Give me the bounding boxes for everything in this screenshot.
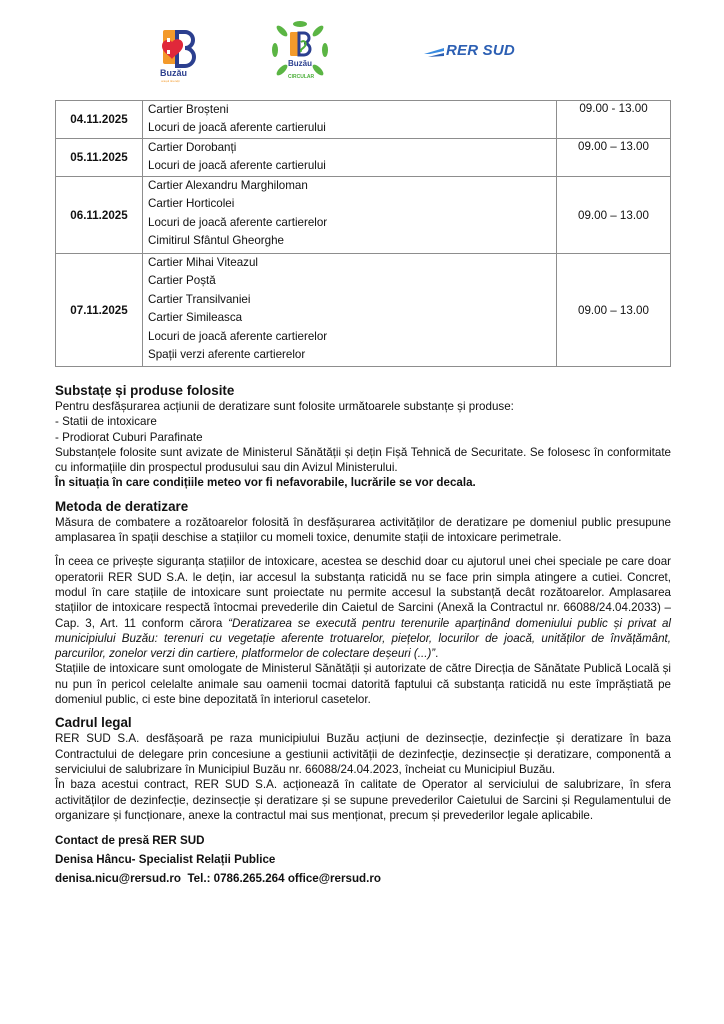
method-paragraph: Măsura de combatere a rozătoarelor folosită în desfășurarea activităților de deratizare pe domeniul public presupune amplasarea în spații deschise a stațiilor cu momeli toxice, denumite stații de intoxicare perimetrale. xyxy=(55,515,671,545)
places-cell xyxy=(143,254,557,367)
place-item: Locuri de joacă aferente cartierelor xyxy=(148,329,328,343)
place-item: Cartier Transilvaniei xyxy=(148,292,251,306)
places-cell xyxy=(143,177,557,254)
contact-phone: Tel.: 0786.265.264 xyxy=(187,871,285,885)
place-item: Cartier Mihai Viteazul xyxy=(148,256,258,269)
place-item: Cartier Horticolei xyxy=(148,197,235,211)
section-heading: Metoda de deratizare xyxy=(55,498,189,514)
legal-paragraph: În baza acestui contract, RER SUD S.A. acționează în calitate de Operator al serviciului de salubrizare, în sfera activităților de dezinfecție, dezinsecție și deratizare și se supune prevederilor Caietului de Sarcini și Regulamentului de organizare și funcționare, anexe la contractul mai sus menționat, precum și prevederilor legale aplicabile. xyxy=(55,778,671,822)
table-row xyxy=(56,139,671,177)
time-cell: 09.00 - 13.00 xyxy=(557,101,671,139)
method-text: În ceea ce privește siguranța stațiilor de intoxicare, acestea se deschid doar cu ajutorul unei chei speciale pe care doar operatorii RER SUD S.A. le dețin, iar accesul la substanța raticidă nu se face prin simpla atingere a cutiei. Concret, modul în care stațiile de intoxicare sunt proiectate nu permite accesul la substanță decât rozătoarelor. Amplasarea stațiilor de intoxicare respectă întocmai prevederile din Caietul de Sarcini (Anexă la Contractul nr. 66088/24.04.2033) – Cap. 3, Art. 11 conform cărora xyxy=(55,555,671,630)
contact-email-link[interactable]: denisa.nicu@rersud.ro xyxy=(55,871,181,885)
substances-approval: Substanțele folosite sunt avizate de Ministerul Sănătății și dețin Fișă Tehnică de Securitate. Se folosesc în conformitate cu informațiile din prospectul produsului sau din Avizul Ministerului. xyxy=(55,445,671,475)
weather-note: În situația în care condițiile meteo vor fi nefavorabile, lucrările se vor decala. xyxy=(55,476,476,490)
contact-line xyxy=(55,870,671,889)
place-item: Cimitirul Sfântul Gheorghe xyxy=(148,234,284,248)
method-paragraph: În ceea ce privește siguranța stațiilor de intoxicare, acestea se deschid doar cu ajutorul unei chei speciale pe care doar operatorii RER SUD S.A. le dețin, iar accesul la substanța raticidă nu se face prin simpla atingere a cutiei. Concret, modul în care stațiile de intoxicare sunt proiectate nu permite accesul la substanță decât rozătoarelor. Amplasarea stațiilor de intoxicare respectă întocmai prevederile din Caietul de Sarcini (Anexă la Contractul nr. 66088/24.04.2033) – Cap. 3, Art. 11 conform cărora “Deratizarea se execută pentru terenurile aparținând domeniului public și privat al municipiului Buzău: terenuri cu vegetație aferente trotuarelor, piețelor, locurilor de joacă, unităților de învățământ, parcurilor, zonelor verzi din cartiere, platformelor de colectare deșeuri (...)”. xyxy=(55,555,671,661)
time-cell: 09.00 – 13.00 xyxy=(557,139,671,177)
place-item: Locuri de joacă aferente cartierului xyxy=(148,121,326,135)
method-quote: “Deratizarea se execută pentru terenurile aparținând domeniului public și privat al municipiului Buzău: terenuri cu vegetație aferente trotuarelor, piețelor, locurilor de joacă, unităților de învățământ, parcurilor, zonelor verzi din cartiere, platformelor de colectare deșeuri (...)” xyxy=(55,616,671,661)
date-cell: 06.11.2025 xyxy=(56,177,143,254)
substance-item: - Statii de intoxicare xyxy=(55,415,157,429)
substances-intro: Pentru desfășurarea acțiunii de deratizare sunt folosite următoarele substanțe și produse: xyxy=(55,400,514,413)
place-item: Cartier Simileasca xyxy=(148,311,243,325)
section-heading: Cadrul legal xyxy=(55,715,132,731)
document-body xyxy=(55,383,671,888)
section-heading: Substațe și produse folosite xyxy=(55,383,235,398)
place-item: Spații verzi aferente cartierelor xyxy=(148,347,306,361)
svg-text:Buzău: Buzău xyxy=(288,59,312,68)
rersud-arrow-icon xyxy=(422,44,446,60)
date-cell: 04.11.2025 xyxy=(56,101,143,139)
table-row xyxy=(56,254,671,367)
legal-section xyxy=(55,715,671,823)
places-cell xyxy=(143,101,557,139)
contact-section xyxy=(55,832,671,888)
office-email-link[interactable]: office@rersud.ro xyxy=(287,871,381,885)
table-row xyxy=(56,177,671,254)
schedule-table xyxy=(55,100,671,367)
rersud-wordmark: RER SUD xyxy=(446,42,515,59)
rersud-logo xyxy=(422,42,518,64)
buzau-circular-logo xyxy=(270,18,330,88)
contact-person: Denisa Hâncu- Specialist Relații Publice xyxy=(55,852,276,866)
place-item: Locuri de joacă aferente cartierelor xyxy=(148,215,328,229)
substances-section xyxy=(55,383,671,491)
svg-text:orașul tinereții: orașul tinereții xyxy=(161,79,180,83)
contact-title: Contact de presă RER SUD xyxy=(55,834,205,848)
time-cell: 09.00 – 13.00 xyxy=(557,254,671,367)
place-item: Cartier Poștă xyxy=(148,274,216,288)
svg-text:CIRCULAR: CIRCULAR xyxy=(288,74,315,80)
legal-paragraph: RER SUD S.A. desfășoară pe raza municipiului Buzău acțiuni de dezinsecție, dezinfecție și deratizare în baza Contractului de delegare prin concesiune a gestiunii activității de dezinfecție, dezinsecție și deratizare, componentă a serviciului de salubrizare în Municipiul Buzău nr. 66088/24.04.2023, încheiat cu Municipiul Buzău. xyxy=(55,732,671,776)
buzau-logo-icon xyxy=(158,28,198,86)
date-cell: 05.11.2025 xyxy=(56,139,143,177)
circular-leaves-icon xyxy=(270,18,330,88)
place-item: Locuri de joacă aferente cartierului xyxy=(148,159,326,173)
place-item: Cartier Dorobanți xyxy=(148,141,237,154)
places-cell xyxy=(143,139,557,177)
svg-text:Buzău: Buzău xyxy=(160,68,187,78)
place-item: Cartier Alexandru Marghiloman xyxy=(148,179,308,192)
time-cell: 09.00 – 13.00 xyxy=(557,177,671,254)
method-paragraph: Stațiile de intoxicare sunt omologate de Ministerul Sănătății și autorizate de către Direcția de Sănătate Publică Locală și nu pun în pericol celelalte animale sau oamenii tocmai datorită faptului că substanța raticidă nu este împrăștiată pe domeniul public, ci este bine depozitată în interiorul casetelor. xyxy=(55,662,671,707)
buzau-logo xyxy=(158,28,198,86)
substance-item: - Prodiorat Cuburi Parafinate xyxy=(55,430,203,444)
place-item: Cartier Broșteni xyxy=(148,103,229,116)
table-row xyxy=(56,101,671,139)
date-cell: 07.11.2025 xyxy=(56,254,143,367)
method-section xyxy=(55,499,671,708)
page-header xyxy=(0,18,724,90)
